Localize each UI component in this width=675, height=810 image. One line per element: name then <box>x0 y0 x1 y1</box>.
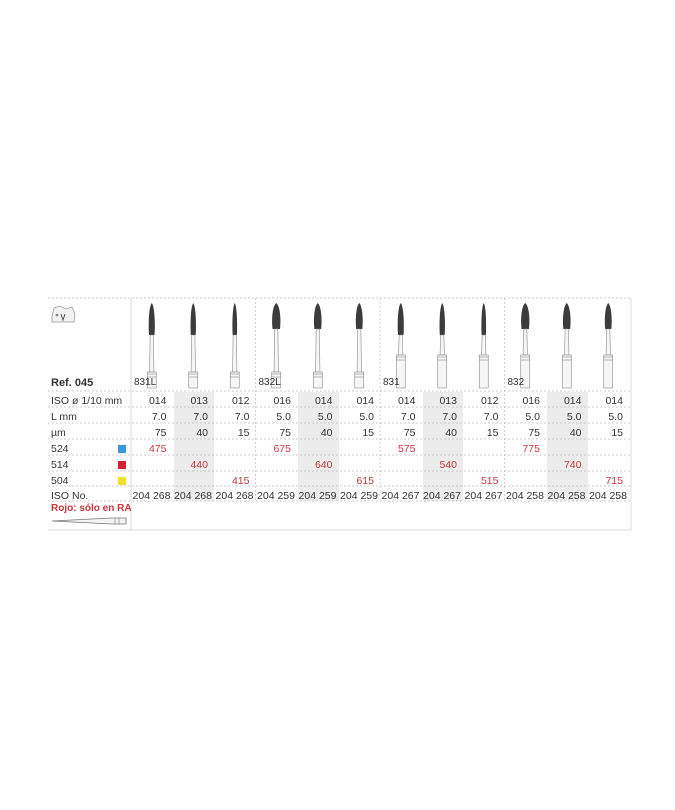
row-label-iso-no: ISO No. <box>51 490 89 502</box>
bur-illustration <box>147 303 156 388</box>
table-cell-iso: 014 <box>356 395 374 407</box>
table-cell-r514: 740 <box>563 459 582 471</box>
table-cell-iso_no: 204 267 <box>381 490 420 502</box>
bur-illustration <box>521 303 530 388</box>
bur-illustration <box>230 303 239 388</box>
bur-illustration <box>438 303 447 388</box>
table-cell-iso_no: 204 259 <box>257 490 295 502</box>
table-cell-iso_no: 204 268 <box>215 490 254 502</box>
instrument-code: 832 <box>507 377 525 388</box>
table-cell-iso_no: 204 268 <box>132 490 171 502</box>
table-cell-um: 40 <box>569 427 582 439</box>
bur-illustration <box>479 303 488 388</box>
table-cell-iso_no: 204 259 <box>298 490 337 502</box>
table-cell-iso: 013 <box>190 395 208 407</box>
table-cell-l: 7.0 <box>483 411 499 423</box>
swatch-524 <box>118 445 126 453</box>
table-cell-um: 40 <box>445 427 457 439</box>
table-cell-iso_no: 204 258 <box>589 490 627 502</box>
table-cell-iso: 012 <box>480 395 499 407</box>
table-cell-iso: 013 <box>439 395 457 407</box>
table-cell-um: 15 <box>611 427 623 439</box>
table-cell-r524: 575 <box>397 443 416 455</box>
table-cell-l: 7.0 <box>442 411 457 423</box>
table-cell-iso: 016 <box>273 395 291 407</box>
row-label-524: 524 <box>51 443 69 455</box>
table-cell-l: 5.0 <box>525 411 540 423</box>
bur-illustration <box>313 303 322 388</box>
swatch-504 <box>118 477 126 485</box>
table-cell-l: 5.0 <box>566 411 582 423</box>
table-cell-um: 40 <box>196 427 208 439</box>
table-cell-l: 7.0 <box>151 411 167 423</box>
table-cell-r524: 475 <box>148 443 167 455</box>
table-cell-r524: 675 <box>273 443 291 455</box>
table-cell-r504: 415 <box>231 475 250 487</box>
table-cell-um: 75 <box>528 427 540 439</box>
table-cell-iso_no: 204 258 <box>547 490 586 502</box>
instrument-code: 831 <box>383 377 400 388</box>
row-label-504: 504 <box>51 475 69 487</box>
bur-illustration <box>355 303 364 388</box>
bur-illustration <box>272 303 281 388</box>
table-cell-um: 40 <box>320 427 333 439</box>
table-cell-r524: 775 <box>522 443 540 455</box>
table-cell-r514: 540 <box>439 459 457 471</box>
footer-note: Rojo: sólo en RA <box>51 503 132 514</box>
table-cell-l: 5.0 <box>317 411 333 423</box>
instrument-code: 832L <box>258 377 281 388</box>
instrument-code: 831L <box>134 377 157 388</box>
table-cell-r504: 615 <box>356 475 374 487</box>
table-cell-iso: 014 <box>397 395 416 407</box>
table-cell-um: 75 <box>279 427 291 439</box>
table-cell-l: 5.0 <box>359 411 374 423</box>
table-cell-l: 7.0 <box>234 411 250 423</box>
table-cell-l: 5.0 <box>276 411 291 423</box>
row-label-iso: ISO ø 1/10 mm <box>51 395 123 407</box>
table-cell-um: 15 <box>237 427 250 439</box>
row-label-514: 514 <box>51 459 69 471</box>
bur-illustration <box>396 303 405 388</box>
table-cell-r514: 640 <box>314 459 333 471</box>
table-cell-iso_no: 204 258 <box>506 490 544 502</box>
table-cell-iso_no: 204 267 <box>464 490 503 502</box>
table-cell-r504: 515 <box>480 475 499 487</box>
table-cell-iso: 014 <box>605 395 623 407</box>
table-cell-iso: 014 <box>563 395 582 407</box>
table-cell-um: 75 <box>154 427 167 439</box>
ref-label: Ref. 045 <box>51 377 94 389</box>
bur-illustration <box>562 303 571 388</box>
table-cell-l: 7.0 <box>193 411 208 423</box>
table-cell-iso_no: 204 268 <box>174 490 212 502</box>
table-cell-iso_no: 204 259 <box>340 490 378 502</box>
row-label-l: L mm <box>51 411 77 423</box>
table-cell-iso: 014 <box>148 395 167 407</box>
table-cell-iso_no: 204 267 <box>423 490 461 502</box>
table-cell-iso: 012 <box>231 395 250 407</box>
table-cell-um: 75 <box>403 427 416 439</box>
table-cell-iso: 016 <box>522 395 540 407</box>
table-cell-l: 7.0 <box>400 411 416 423</box>
table-cell-r504: 715 <box>605 475 623 487</box>
row-label-um: µm <box>51 427 66 439</box>
bur-illustration <box>604 303 613 388</box>
table-cell-r514: 440 <box>190 459 208 471</box>
table-cell-um: 15 <box>486 427 499 439</box>
table-cell-iso: 014 <box>314 395 333 407</box>
swatch-514 <box>118 461 126 469</box>
table-cell-um: 15 <box>362 427 374 439</box>
table-cell-l: 5.0 <box>608 411 623 423</box>
bur-illustration <box>189 303 198 388</box>
